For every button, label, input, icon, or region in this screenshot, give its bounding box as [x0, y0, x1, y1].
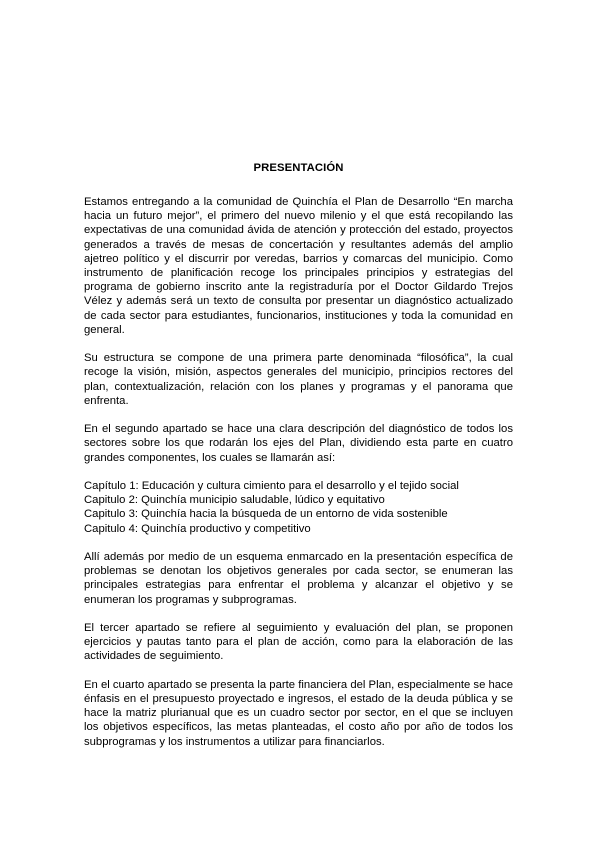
paragraph-structure: Su estructura se compone de una primera parte denominada “filosófica”, la cual recoge la visión, misión, aspectos generales del municipio, principios rectores del plan, contextualización, relación con los planes y programas y el panorama que enfrenta. [84, 352, 513, 407]
paragraph-fourth-section: En el cuarto apartado se presenta la parte financiera del Plan, especialmente se hace énfasis en el presupuesto proyectado e ingresos, el estado de la deuda pública y se hace la matriz plurianual que es un cuadro sector por sector, en el que se incluyen los objetivos específicos, las metas planteadas, el costo año por año de todos los subprogramas y los instrumentos a utilizar para financiarlos. [84, 678, 513, 748]
paragraph-third-section: El tercer apartado se refiere al seguimiento y evaluación del plan, se proponen ejercicios y pautas tanto para el plan de acción, como para la elaboración de las actividades de seguimiento. [84, 622, 513, 663]
paragraph-scheme: Allí además por medio de un esquema enmarcado en la presentación específica de problemas se denotan los objetivos generales por cada sector, se enumeran las principales estrategias para enfrentar el problema y alcanzar el objetivo y se enumeran los programas y subprogramas. [84, 551, 513, 606]
chapter-item-4: Capitulo 4: Quinchía productivo y competitivo [84, 522, 311, 535]
chapter-item-3: Capitulo 3: Quinchía hacia la búsqueda de un entorno de vida sostenible [84, 508, 448, 521]
chapter-list [84, 479, 513, 536]
document-body [84, 195, 513, 763]
paragraph-intro: Estamos entregando a la comunidad de Quinchía el Plan de Desarrollo “En marcha hacia un futuro mejor”, el primero del nuevo milenio y el que está recopilando las expectativas de una comunidad ávida de atención y protección del estado, proyectos generados a través de mesas de concertación y resultantes además del amplio ajetreo político y el discurrir por veredas, barrios y comarcas del municipio. Como instrumento de planificación recoge los principales principios y estrategias del programa de gobierno inscrito ante la registraduría por el Doctor Gildardo Trejos Vélez y además será un texto de consulta por presentar un diagnóstico actualizado de cada sector para estudiantes, funcionarios, instituciones y toda la comunidad en general. [84, 196, 513, 336]
paragraph-second-section: En el segundo apartado se hace una clara descripción del diagnóstico de todos los sectores sobre los que rodarán los ejes del Plan, dividiendo esta parte en cuatro grandes componentes, los cuales se llamarán así: [84, 423, 513, 464]
chapter-item-1: Capítulo 1: Educación y cultura cimiento para el desarrollo y el tejido social [84, 480, 459, 493]
page-title: PRESENTACIÓN [253, 162, 344, 174]
chapter-item-2: Capitulo 2: Quinchía municipio saludable, lúdico y equitativo [84, 494, 385, 507]
